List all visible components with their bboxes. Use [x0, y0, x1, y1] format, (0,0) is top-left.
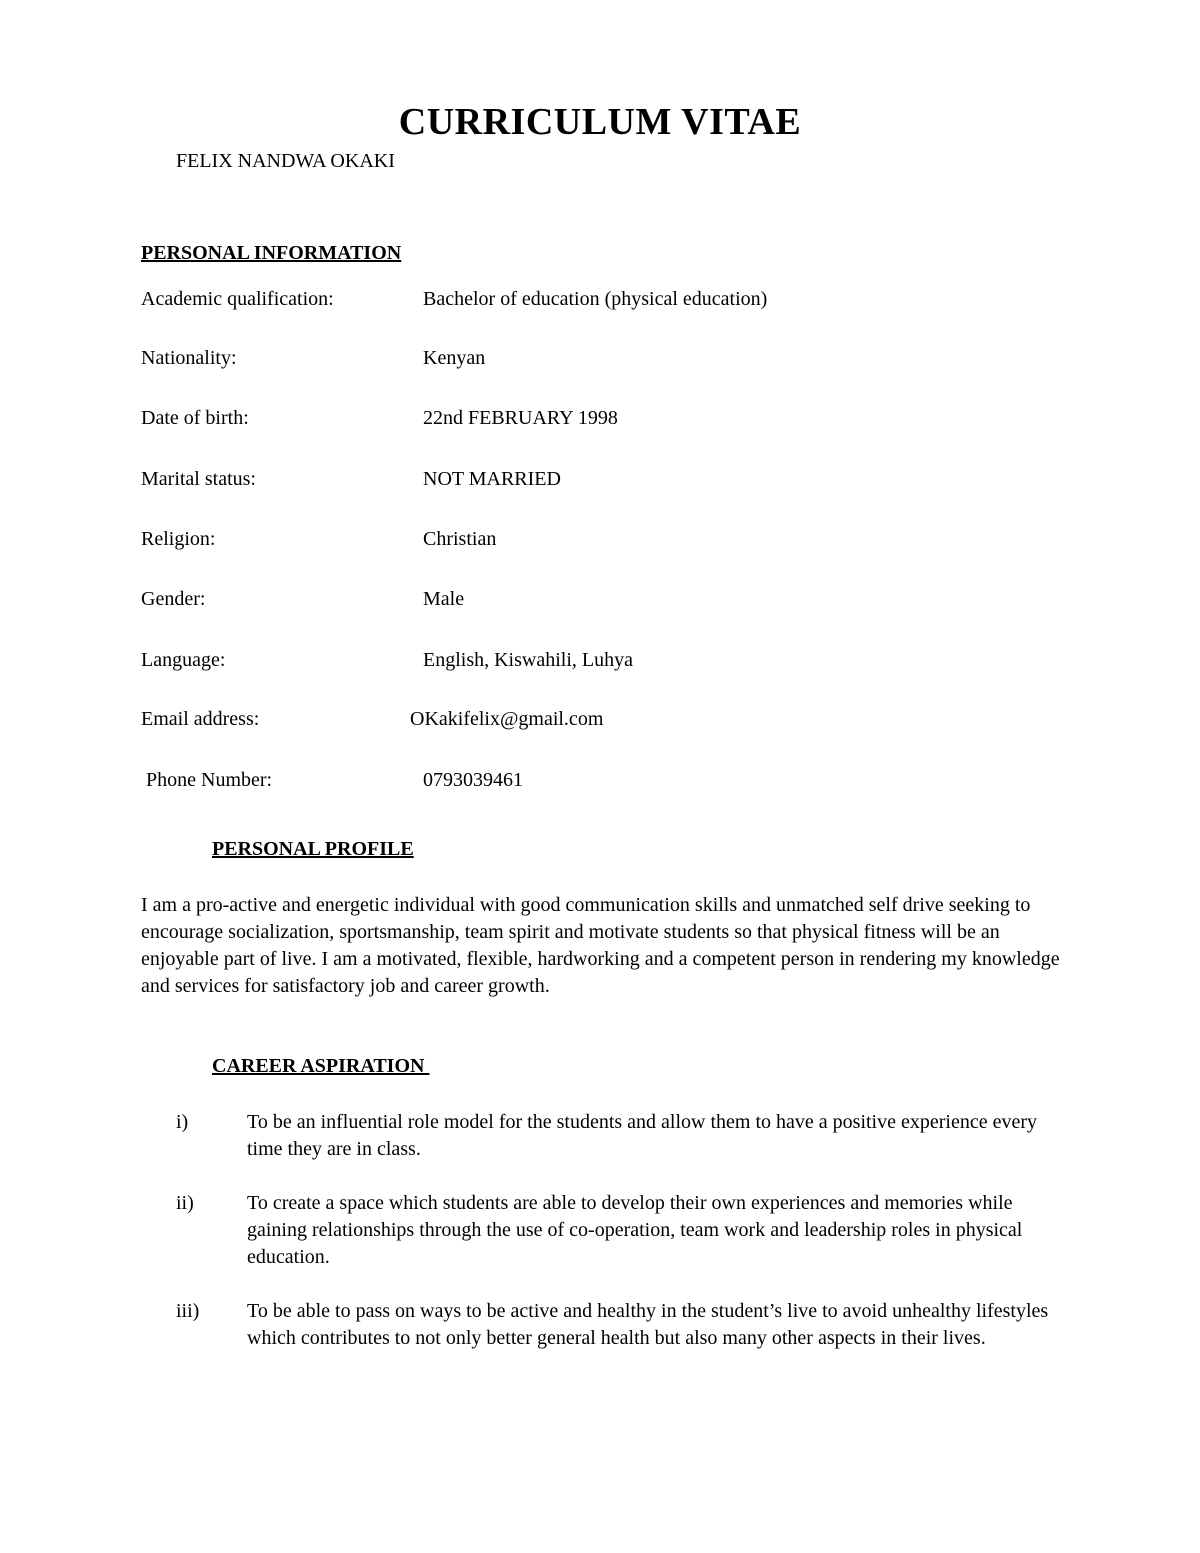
info-label: Religion: — [141, 528, 216, 550]
personal-profile-text: I am a pro-active and energetic individual with good communication skills and unmatched self drive seeking to encourage socialization, sportsmanship, team spirit and motivate students so that physical fitness will be an enjoyable part of live. I am a motivated, flexible, hardworking and a competent person in rendering my knowledge and services for satisfactory job and career growth. — [141, 894, 1060, 997]
info-label: Email address: — [141, 708, 260, 730]
personal-profile-heading: PERSONAL PROFILE — [212, 838, 414, 860]
info-label: Date of birth: — [141, 407, 249, 429]
aspiration-text: To be able to pass on ways to be active and healthy in the student’s live to avoid unhealthy lifestyles which contributes to not only better general health but also many other aspects in their lives. — [247, 1300, 1049, 1349]
info-row-religion — [0, 528, 1200, 556]
info-row-phone-number — [0, 769, 1200, 797]
info-value: 22nd FEBRUARY 1998 — [423, 407, 618, 429]
info-row-gender — [0, 588, 1200, 616]
aspiration-number: iii) — [176, 1300, 200, 1322]
info-row-date-of-birth — [0, 407, 1200, 435]
info-label: Marital status: — [141, 468, 256, 490]
info-label: Academic qualification: — [141, 288, 334, 310]
aspiration-text: To create a space which students are able to develop their own experiences and memories while gaining relationships through the use of co-operation, team work and leadership roles in physical education. — [247, 1192, 1023, 1268]
info-value: Male — [423, 588, 465, 610]
aspiration-text: To be an influential role model for the students and allow them to have a positive experience every time they are in class. — [247, 1111, 1037, 1160]
info-label: Nationality: — [141, 347, 237, 369]
personal-information-heading: PERSONAL INFORMATION — [141, 242, 402, 264]
info-label: Gender: — [141, 588, 206, 610]
info-value: NOT MARRIED — [423, 468, 561, 490]
info-label: Phone Number: — [146, 769, 273, 791]
info-row-marital-status — [0, 468, 1200, 496]
career-aspiration-heading: CAREER ASPIRATION — [212, 1055, 430, 1077]
phone-value: 0793039461 — [423, 769, 523, 791]
info-value: Bachelor of education (physical education) — [423, 288, 768, 310]
info-row-language — [0, 649, 1200, 677]
candidate-name: FELIX NANDWA OKAKI — [176, 150, 395, 172]
email-value: OKakifelix@gmail.com — [410, 708, 604, 730]
aspiration-number: ii) — [176, 1192, 194, 1214]
info-label: Language: — [141, 649, 226, 671]
aspiration-number: i) — [176, 1111, 189, 1133]
info-row-email-address — [0, 708, 1200, 736]
info-row-nationality — [0, 347, 1200, 375]
info-value: English, Kiswahili, Luhya — [423, 649, 633, 671]
info-value: Kenyan — [423, 347, 486, 369]
info-row-academic-qualification — [0, 288, 1200, 316]
info-value: Christian — [423, 528, 497, 550]
document-title: CURRICULUM VITAE — [398, 101, 802, 143]
